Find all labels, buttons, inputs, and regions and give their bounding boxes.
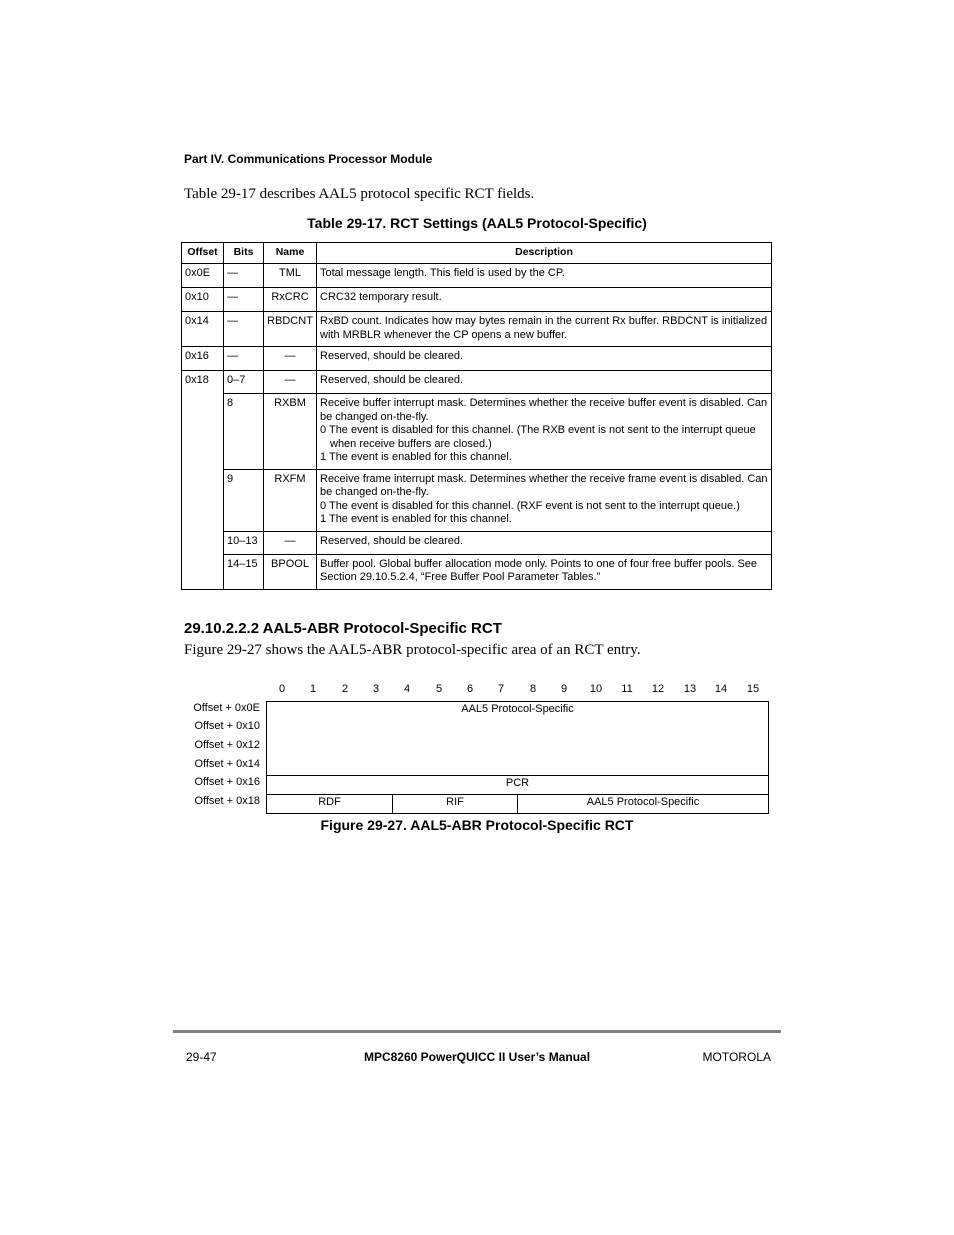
description-text: Receive buffer interrupt mask. Determines whether the receive buffer event is disabled. Can be changed on-the-fly. bbox=[320, 397, 768, 423]
bit-number: 15 bbox=[746, 683, 760, 695]
bits-cell: 0–7 bbox=[224, 371, 264, 394]
table-row bbox=[182, 469, 772, 531]
offset-cell: 0x14 bbox=[182, 312, 224, 347]
column-header-bits: Bits bbox=[224, 243, 264, 264]
offset-label: Offset + 0x12 bbox=[194, 739, 260, 751]
name-cell: RXFM bbox=[264, 469, 317, 531]
bit-number: 4 bbox=[403, 683, 411, 695]
bit-number: 8 bbox=[529, 683, 537, 695]
description-text: Receive frame interrupt mask. Determines whether the receive frame event is disabled. Can be changed on-the-fly. bbox=[320, 472, 768, 498]
description-cell bbox=[317, 312, 772, 347]
description-cell bbox=[317, 288, 772, 312]
description-text: when receive buffers are closed.) bbox=[330, 437, 492, 450]
name-cell: RBDCNT bbox=[264, 312, 317, 347]
figure-caption: Figure 29-27. AAL5-ABR Protocol-Specific RCT bbox=[320, 817, 634, 833]
bit-number: 1 bbox=[309, 683, 317, 695]
column-header-offset: Offset bbox=[182, 243, 224, 264]
bits-cell: 10–13 bbox=[224, 531, 264, 554]
description-cell bbox=[317, 371, 772, 394]
bit-number: 9 bbox=[560, 683, 568, 695]
bit-number: 12 bbox=[651, 683, 665, 695]
description-text: RxBD count. Indicates how may bytes remain in the current Rx buffer. RBDCNT is initialized with MRBLR whenever the CP opens a new buffer. bbox=[320, 315, 768, 341]
name-cell: BPOOL bbox=[264, 554, 317, 589]
offset-label: Offset + 0x10 bbox=[194, 720, 260, 732]
table-row bbox=[182, 394, 772, 470]
description-text: 0 The event is disabled for this channel. (The RXB event is not sent to the interrupt queue bbox=[320, 424, 756, 436]
table-row bbox=[182, 371, 772, 394]
description-text: 1 The event is enabled for this channel. bbox=[320, 513, 512, 525]
bits-cell: 14–15 bbox=[224, 554, 264, 589]
table-header-row bbox=[182, 243, 772, 264]
description-text: 0 The event is disabled for this channel. (RXF event is not sent to the interrupt queue.) bbox=[320, 499, 740, 512]
footer-divider bbox=[173, 1030, 781, 1033]
bit-number: 11 bbox=[621, 683, 633, 695]
offset-label: Offset + 0x18 bbox=[194, 795, 260, 807]
offset-cell: 0x18 bbox=[182, 371, 224, 590]
table-title: Table 29-17. RCT Settings (AAL5 Protocol-Specific) bbox=[307, 215, 647, 231]
name-cell: TML bbox=[264, 264, 317, 288]
description-text: Reserved, should be cleared. bbox=[320, 374, 464, 386]
manual-title: MPC8260 PowerQUICC II User’s Manual bbox=[363, 1050, 591, 1064]
description-text: CRC32 temporary result. bbox=[320, 291, 442, 303]
offset-label: Offset + 0x14 bbox=[194, 758, 260, 770]
table-row bbox=[182, 347, 772, 371]
offset-cell: 0x10 bbox=[182, 288, 224, 312]
bit-number: 5 bbox=[435, 683, 443, 695]
description-text: Reserved, should be cleared. bbox=[320, 350, 464, 362]
bits-cell: — bbox=[224, 264, 264, 288]
bit-number: 3 bbox=[372, 683, 380, 695]
pcr-field: PCR bbox=[266, 775, 769, 795]
name-cell: — bbox=[264, 347, 317, 371]
column-header-description: Description bbox=[317, 243, 772, 264]
bit-number: 13 bbox=[683, 683, 697, 695]
aal5-protocol-specific-lower-field: AAL5 Protocol-Specific bbox=[517, 794, 769, 814]
intro-paragraph: Table 29-17 describes AAL5 protocol specific RCT fields. bbox=[184, 186, 535, 202]
description-cell bbox=[317, 394, 772, 470]
bits-cell: — bbox=[224, 347, 264, 371]
table-row bbox=[182, 288, 772, 312]
name-cell: RXBM bbox=[264, 394, 317, 470]
part-header: Part IV. Communications Processor Module bbox=[184, 152, 433, 166]
name-cell: — bbox=[264, 531, 317, 554]
bits-cell: 8 bbox=[224, 394, 264, 470]
description-cell bbox=[317, 469, 772, 531]
bits-cell: — bbox=[224, 288, 264, 312]
company-name: MOTOROLA bbox=[702, 1050, 771, 1064]
rct-settings-table bbox=[181, 242, 772, 590]
page-number: 29-47 bbox=[186, 1050, 217, 1064]
offset-label: Offset + 0x0E bbox=[193, 702, 260, 714]
offset-cell: 0x0E bbox=[182, 264, 224, 288]
description-cell bbox=[317, 264, 772, 288]
bit-number: 6 bbox=[466, 683, 474, 695]
table-row bbox=[182, 531, 772, 554]
column-header-name: Name bbox=[264, 243, 317, 264]
table-row bbox=[182, 554, 772, 589]
table-row bbox=[182, 264, 772, 288]
bit-number: 10 bbox=[589, 683, 603, 695]
description-text: Buffer pool. Global buffer allocation mode only. Points to one of four free buffer pools. See Section 29.10.5.2.4, “Free Buffer Pool Parameter Tables.” bbox=[320, 557, 758, 583]
description-cell bbox=[317, 347, 772, 371]
offset-label: Offset + 0x16 bbox=[194, 776, 260, 788]
table-row bbox=[182, 312, 772, 347]
description-cell bbox=[317, 554, 772, 589]
description-text: 1 The event is enabled for this channel. bbox=[320, 451, 512, 463]
offset-cell: 0x16 bbox=[182, 347, 224, 371]
description-text: Total message length. This field is used by the CP. bbox=[320, 267, 565, 279]
section-paragraph: Figure 29-27 shows the AAL5-ABR protocol-specific area of an RCT entry. bbox=[184, 642, 641, 658]
bit-number: 7 bbox=[497, 683, 505, 695]
bit-number: 0 bbox=[278, 683, 286, 695]
bits-cell: — bbox=[224, 312, 264, 347]
bits-cell: 9 bbox=[224, 469, 264, 531]
name-cell: — bbox=[264, 371, 317, 394]
rif-field: RIF bbox=[392, 794, 518, 814]
name-cell: RxCRC bbox=[264, 288, 317, 312]
rdf-field: RDF bbox=[266, 794, 393, 814]
bit-number: 14 bbox=[714, 683, 728, 695]
description-text: Reserved, should be cleared. bbox=[320, 534, 464, 547]
section-heading: 29.10.2.2.2 AAL5-ABR Protocol-Specific RCT bbox=[184, 620, 502, 637]
description-cell bbox=[317, 531, 772, 554]
aal5-protocol-specific-field: AAL5 Protocol-Specific bbox=[266, 701, 769, 776]
bit-number: 2 bbox=[341, 683, 349, 695]
